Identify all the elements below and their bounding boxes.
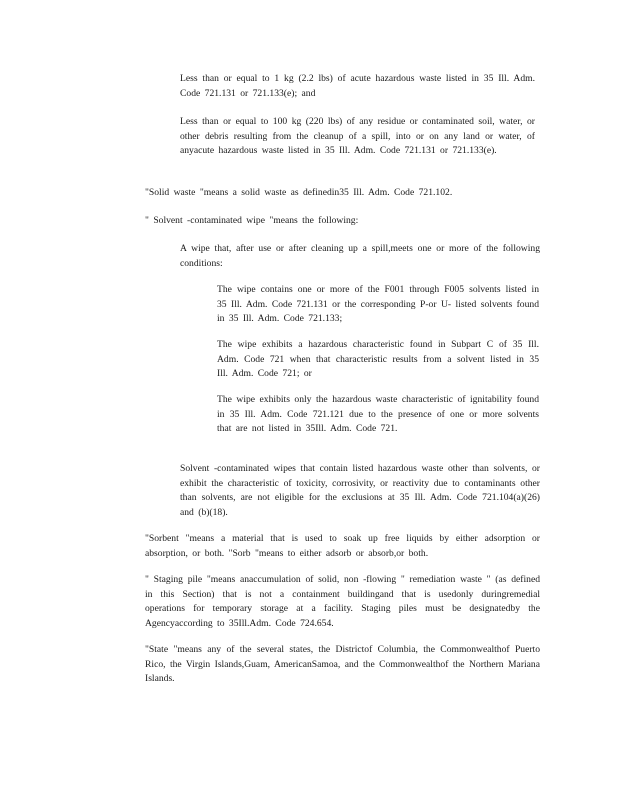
definition-solvent-contaminated-wipe: " Solvent -contaminated wipe "means the following: bbox=[145, 215, 359, 226]
definition-sorbent: "Sorbent "means a material that is used to soak up free liquids by either adsorption or absorption, or both. "Sorb "means to either adsorb or absorb,or both. bbox=[145, 533, 540, 559]
paragraph-wipe-conditions: A wipe that, after use or after cleaning up a spill,meets one or more of the following conditions: bbox=[180, 243, 540, 269]
definition-solid-waste: "Solid waste "means a solid waste as definedin35 Ill. Adm. Code 721.102. bbox=[145, 187, 453, 198]
paragraph-residue-limit: Less than or equal to 100 kg (220 lbs) of any residue or contaminated soil, water, or other debris resulting from the cleanup of a spill, into or on any land or water, of anyacute hazardous waste listed in 35 Ill. Adm. Code 721.131 or 721.133(e). bbox=[180, 116, 535, 157]
paragraph-condition-listed-solvents: The wipe contains one or more of the F001 through F005 solvents listed in 35 Ill. Adm. Code 721.131 or the corresponding P-or U- listed solvents found in 35 Ill. Adm. Code 721.133; bbox=[217, 284, 539, 325]
paragraph-condition-ignitability: The wipe exhibits only the hazardous waste characteristic of ignitability found in 35 Ill. Adm. Code 721.121 due to the presence of one or more solvents that are not listed in 35Ill. Adm. Code 721. bbox=[217, 394, 539, 435]
paragraph-acute-waste-limit: Less than or equal to 1 kg (2.2 lbs) of acute hazardous waste listed in 35 Ill. Adm. Code 721.131 or 721.133(e); and bbox=[180, 73, 535, 99]
paragraph-wipe-exclusions: Solvent -contaminated wipes that contain listed hazardous waste other than solvents, or exhibit the characteristic of toxicity, corrosivity, or reactivity due to contaminants other than solvents, are not eligible for the exclusions at 35 Ill. Adm. Code 721.104(a)(26) and (b)(18). bbox=[180, 463, 540, 518]
definition-state: "State "means any of the several states, the Districtof Columbia, the Commonwealthof Puerto Rico, the Virgin Islands,Guam, AmericanSamoa, and the Commonwealthof the Northern Mariana Islands. bbox=[145, 644, 540, 685]
paragraph-condition-hazardous-characteristic: The wipe exhibits a hazardous characteristic found in Subpart C of 35 Ill. Adm. Code 721 when that characteristic results from a solvent listed in 35 Ill. Adm. Code 721; or bbox=[217, 339, 539, 380]
definition-staging-pile: " Staging pile "means anaccumulation of solid, non -flowing " remediation waste " (as defined in this Section) that is not a containment buildingand that is usedonly duringremedial operations for temporary storage at a facility. Staging piles must be designatedby the Agencyaccording to 35Ill.Adm. Code 724.654. bbox=[145, 574, 540, 629]
